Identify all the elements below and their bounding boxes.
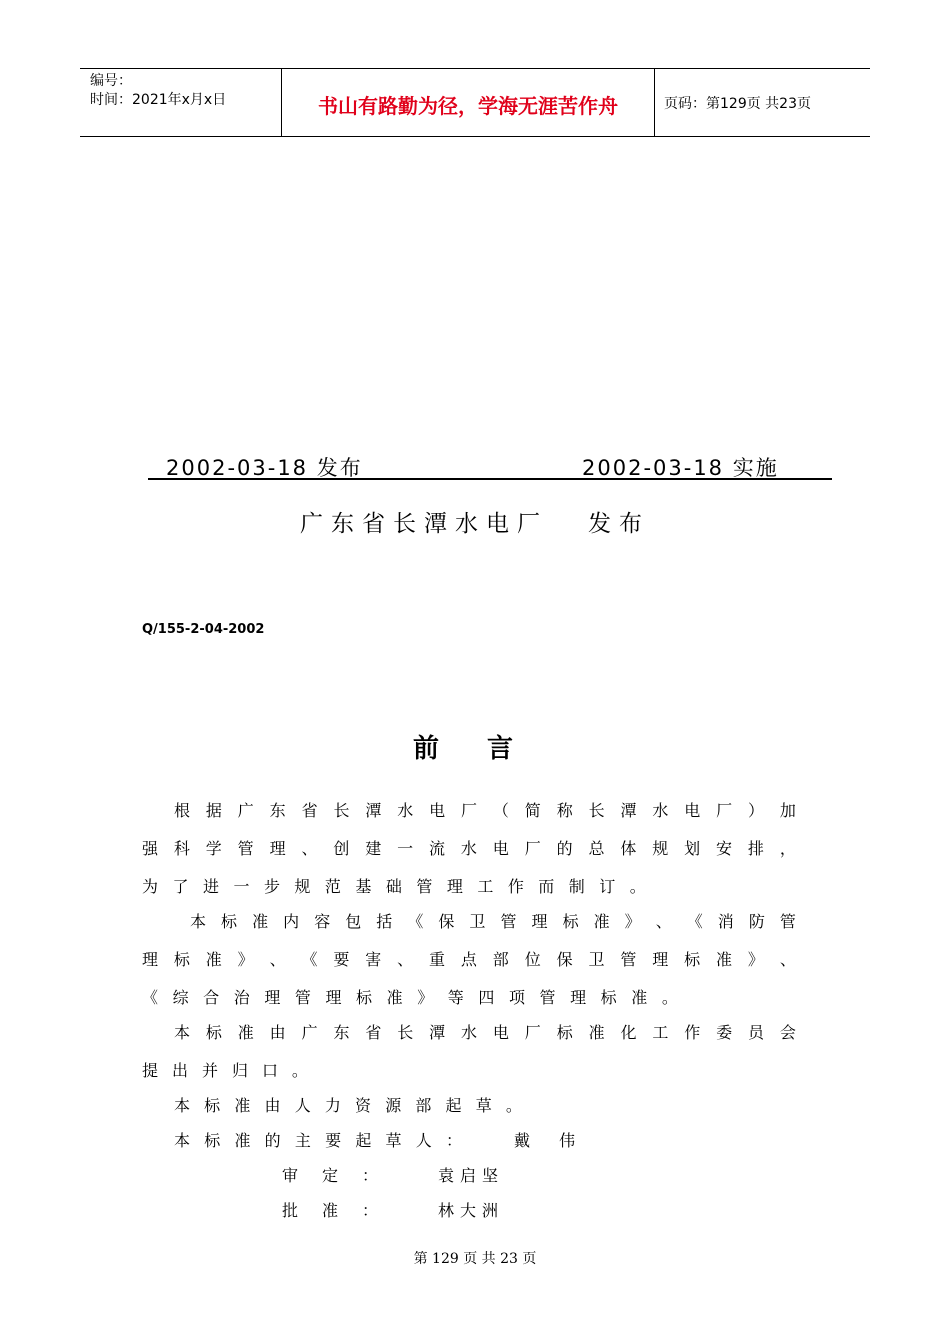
preface-char: 规: [294, 877, 311, 896]
preface-char: 》: [747, 950, 764, 969]
preface-char: 加: [779, 801, 796, 820]
preface-char: 由: [269, 1023, 286, 1042]
preface-char: 作: [507, 877, 524, 896]
preface-char: 管: [237, 839, 254, 858]
preface-char: 省: [301, 801, 318, 820]
standard-code: Q/155-2-04-2002: [142, 622, 265, 637]
preface-char: 电: [492, 1023, 509, 1042]
preface-char: 》: [417, 988, 434, 1007]
preface-char: 要: [333, 950, 350, 969]
preface-char: 草: [385, 1131, 402, 1150]
preface-char: ：: [445, 1131, 462, 1150]
preface-char: 准: [234, 1131, 251, 1150]
preface-char: 划: [684, 839, 701, 858]
preface-char: 合: [203, 988, 220, 1007]
preface-char: 标: [173, 950, 190, 969]
preface-char: 厂: [461, 801, 478, 820]
preface-char: 防: [748, 912, 765, 931]
preface-char: 保: [556, 950, 573, 969]
preface-char: 广: [301, 1023, 318, 1042]
preface-char: 准: [631, 988, 648, 1007]
preface-char: 电: [684, 801, 701, 820]
preface-char: 卫: [588, 950, 605, 969]
preface-char: 部: [415, 1096, 432, 1115]
preface-char: 内: [283, 912, 300, 931]
preface-char: 人: [294, 1096, 311, 1115]
preface-char: 《: [301, 950, 318, 969]
preface-char: 管: [779, 912, 796, 931]
preface-char: 强: [142, 839, 159, 858]
preface-char: 工: [477, 877, 494, 896]
preface-char: 、: [301, 839, 318, 858]
preface-char: 四: [478, 988, 495, 1007]
preface-char: 省: [365, 1023, 382, 1042]
preface-title: 前言: [412, 734, 561, 764]
preface-char: 《: [407, 912, 424, 931]
preface-char: 准: [386, 988, 403, 1007]
preface-char: 项: [508, 988, 525, 1007]
preface-line: [142, 947, 796, 969]
preface-char: 员: [748, 1023, 765, 1042]
preface-char: 消: [717, 912, 734, 931]
preface-char: 起: [445, 1096, 462, 1115]
preface-char: 标: [600, 988, 617, 1007]
preface-char: 一: [233, 877, 250, 896]
drafter-name: 戴 伟: [514, 1131, 588, 1150]
preface-char: 准: [205, 950, 222, 969]
preface-char: 长: [588, 801, 605, 820]
header-time-label: 时间：2021年x月x日: [90, 92, 227, 108]
preface-char: 广: [237, 801, 254, 820]
preface-char: ：: [361, 1201, 378, 1220]
preface-char: 理: [652, 950, 669, 969]
preface-char: 长: [333, 801, 350, 820]
preface-char: 一: [397, 839, 414, 858]
preface-char: 体: [620, 839, 637, 858]
preface-char: 工: [652, 1023, 669, 1042]
preface-char: 排: [747, 839, 764, 858]
preface-char: 人: [415, 1131, 432, 1150]
header-bottom-border: [80, 136, 870, 137]
preface-char: 厂: [716, 801, 733, 820]
preface-char: ：: [361, 1166, 378, 1185]
preface-char: 标: [204, 1131, 221, 1150]
preface-char: 、: [655, 912, 672, 931]
preface-char: 准: [321, 1201, 338, 1220]
preface-char: 主: [294, 1131, 311, 1150]
preface-char: 部: [492, 950, 509, 969]
preface-char: 准: [237, 1023, 254, 1042]
preface-line: [282, 1198, 378, 1220]
preface-char: 》: [237, 950, 254, 969]
preface-char: 创: [333, 839, 350, 858]
approver-name: 林大洲: [438, 1201, 505, 1220]
preface-char: 定: [321, 1166, 338, 1185]
preface-char: 本: [174, 1131, 191, 1150]
preface-char: 。: [291, 1061, 308, 1080]
preface-char: 化: [620, 1023, 637, 1042]
preface-char: 提: [142, 1061, 159, 1080]
preface-char: 流: [429, 839, 446, 858]
preface-char: 等: [447, 988, 464, 1007]
header-page-label: 页码：第129页 共23页: [664, 96, 811, 112]
preface-line: [282, 1163, 378, 1185]
preface-char: 标: [562, 912, 579, 931]
preface-char: 础: [385, 877, 402, 896]
preface-char: 范: [324, 877, 341, 896]
preface-char: 水: [460, 839, 477, 858]
preface-char: 会: [779, 1023, 796, 1042]
preface-char: 卫: [469, 912, 486, 931]
preface-char: 综: [172, 988, 189, 1007]
preface-char: 资: [355, 1096, 372, 1115]
preface-char: ，: [779, 839, 796, 858]
preface-char: 容: [314, 912, 331, 931]
preface-char: 东: [333, 1023, 350, 1042]
preface-char: 、: [397, 950, 414, 969]
reviewer-name: 袁启坚: [438, 1166, 505, 1185]
preface-char: 起: [355, 1131, 372, 1150]
preface-char: 源: [385, 1096, 402, 1115]
preface-char: 建: [365, 839, 382, 858]
preface-char: 害: [365, 950, 382, 969]
header-motto: 书山有路勤为径，学海无涯苦作舟: [318, 94, 618, 118]
preface-char: 准: [716, 950, 733, 969]
preface-char: 据: [205, 801, 222, 820]
preface-char: （: [492, 801, 509, 820]
preface-char: 准: [252, 912, 269, 931]
header-top-border: [80, 68, 870, 69]
preface-char: 委: [716, 1023, 733, 1042]
preface-char: 治: [233, 988, 250, 1007]
implement-date: 2002-03-18 实施: [582, 456, 779, 480]
preface-char: 括: [376, 912, 393, 931]
preface-char: 重: [429, 950, 446, 969]
preface-char: 》: [624, 912, 641, 931]
preface-char: 管: [294, 988, 311, 1007]
preface-char: 管: [620, 950, 637, 969]
organization-name: 广东省长潭水电厂: [300, 511, 548, 537]
preface-char: 口: [261, 1061, 278, 1080]
preface-line: [174, 798, 796, 820]
preface-char: 管: [416, 877, 433, 896]
preface-line: [142, 836, 796, 858]
preface-char: 电: [492, 839, 509, 858]
release-dates-line: [148, 450, 832, 480]
preface-line: [174, 1020, 796, 1042]
preface-char: 理: [446, 877, 463, 896]
preface-char: 准: [593, 912, 610, 931]
preface-char: 而: [538, 877, 555, 896]
preface-char: 科: [173, 839, 190, 858]
preface-char: 电: [429, 801, 446, 820]
preface-char: 标: [556, 1023, 573, 1042]
preface-char: 草: [475, 1096, 492, 1115]
preface-char: 简: [524, 801, 541, 820]
preface-char: 标: [204, 1096, 221, 1115]
preface-char: 保: [438, 912, 455, 931]
preface-char: 潭: [429, 1023, 446, 1042]
preface-char: 理: [570, 988, 587, 1007]
preface-char: 制: [568, 877, 585, 896]
preface-char: 步: [263, 877, 280, 896]
preface-char: ）: [748, 801, 765, 820]
preface-char: 作: [684, 1023, 701, 1042]
preface-char: 《: [686, 912, 703, 931]
preface-char: 力: [324, 1096, 341, 1115]
preface-char: 审: [282, 1166, 299, 1185]
preface-char: 潭: [365, 801, 382, 820]
preface-char: 出: [171, 1061, 188, 1080]
preface-char: 总: [588, 839, 605, 858]
preface-line: [174, 1128, 462, 1150]
preface-char: 标: [205, 1023, 222, 1042]
preface-char: 、: [269, 950, 286, 969]
preface-char: 管: [500, 912, 517, 931]
preface-char: 理: [325, 988, 342, 1007]
preface-char: 水: [652, 801, 669, 820]
preface-char: 准: [234, 1096, 251, 1115]
preface-char: 本: [174, 1023, 191, 1042]
preface-char: 。: [629, 877, 646, 896]
preface-char: 规: [652, 839, 669, 858]
preface-char: 东: [269, 801, 286, 820]
preface-line: [142, 874, 646, 896]
header-number-label: 编号：: [90, 73, 132, 89]
preface-char: 要: [325, 1131, 342, 1150]
preface-char: 标: [221, 912, 238, 931]
preface-char: 理: [142, 950, 159, 969]
preface-char: 的: [264, 1131, 281, 1150]
preface-char: 准: [588, 1023, 605, 1042]
preface-char: 了: [172, 877, 189, 896]
preface-char: 理: [264, 988, 281, 1007]
preface-char: 基: [355, 877, 372, 896]
preface-char: 水: [397, 801, 414, 820]
preface-line: [190, 909, 796, 931]
preface-char: 长: [397, 1023, 414, 1042]
organization-action: 发布: [588, 511, 650, 537]
preface-char: 进: [202, 877, 219, 896]
preface-char: 潭: [620, 801, 637, 820]
preface-line: [142, 1058, 308, 1080]
page-footer: 第 129 页 共 23 页: [413, 1251, 537, 1267]
preface-char: 、: [779, 950, 796, 969]
preface-char: 标: [684, 950, 701, 969]
preface-char: 。: [661, 988, 678, 1007]
preface-char: 并: [201, 1061, 218, 1080]
preface-char: 本: [190, 912, 207, 931]
preface-char: 标: [356, 988, 373, 1007]
preface-char: 厂: [524, 1023, 541, 1042]
preface-char: 学: [205, 839, 222, 858]
preface-char: 《: [142, 988, 159, 1007]
preface-char: 。: [505, 1096, 522, 1115]
preface-char: 管: [539, 988, 556, 1007]
preface-char: 归: [231, 1061, 248, 1080]
publish-date: 2002-03-18 发布: [166, 456, 363, 480]
preface-char: 理: [531, 912, 548, 931]
preface-char: 包: [345, 912, 362, 931]
preface-char: 批: [282, 1201, 299, 1220]
preface-char: 水: [461, 1023, 478, 1042]
preface-line: [142, 985, 678, 1007]
preface-char: 厂: [524, 839, 541, 858]
preface-char: 为: [142, 877, 159, 896]
preface-char: 理: [269, 839, 286, 858]
preface-char: 位: [524, 950, 541, 969]
preface-char: 根: [174, 801, 191, 820]
preface-char: 的: [556, 839, 573, 858]
preface-char: 订: [599, 877, 616, 896]
preface-char: 由: [264, 1096, 281, 1115]
preface-char: 安: [716, 839, 733, 858]
preface-char: 称: [556, 801, 573, 820]
header-divider-2: [654, 68, 655, 136]
preface-line: [174, 1093, 522, 1115]
preface-char: 点: [460, 950, 477, 969]
preface-char: 本: [174, 1096, 191, 1115]
